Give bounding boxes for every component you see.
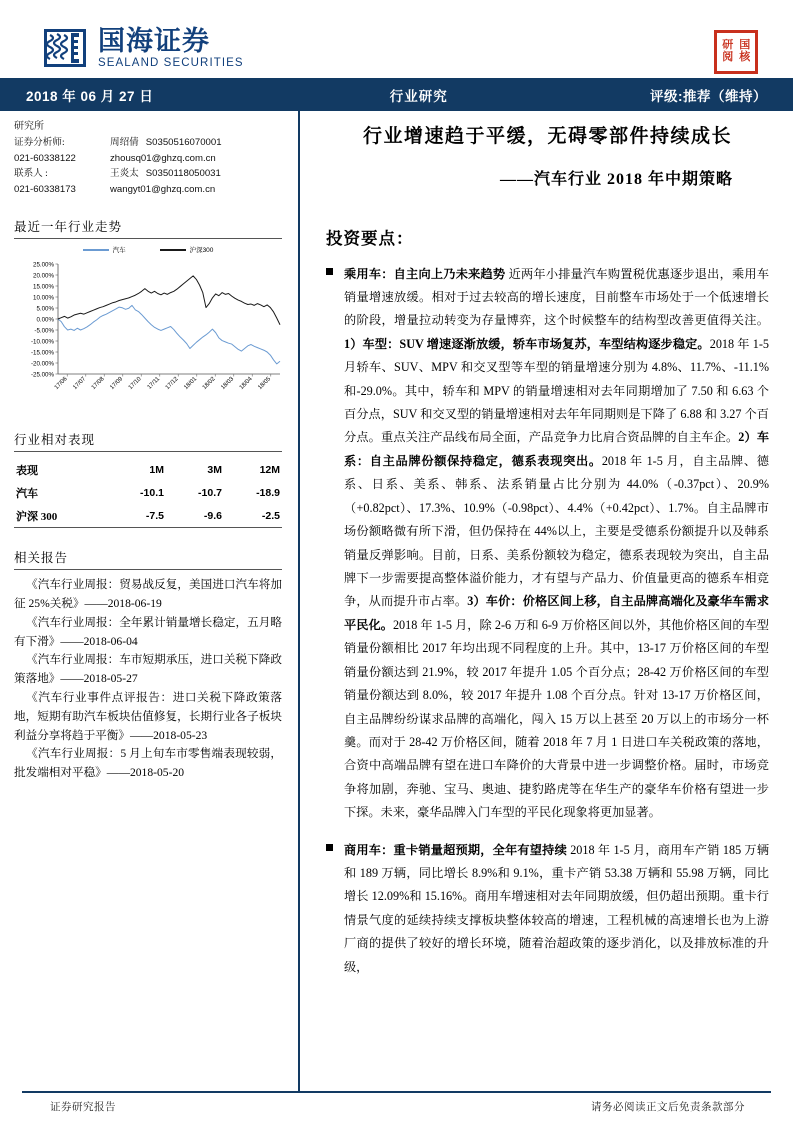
bullet-lead: 乘用车：自主向上乃未来趋势 bbox=[344, 266, 506, 281]
analyst-info bbox=[14, 117, 282, 197]
svg-text:18/01: 18/01 bbox=[183, 376, 199, 392]
svg-text:17/10: 17/10 bbox=[127, 376, 143, 392]
header-bar bbox=[0, 78, 793, 111]
analyst-cert: S0350516070001 bbox=[145, 137, 222, 149]
legend-item-auto bbox=[83, 245, 126, 254]
cell-auto-1m: -10.1 bbox=[140, 486, 164, 499]
row-label-csi300: 沪深 300 bbox=[14, 504, 108, 528]
seal-char-1: 研 bbox=[722, 39, 733, 52]
list-item[interactable]: 《汽车行业周报：5 月上旬车市零售端表现较弱，批发端相对平稳》——2018-05-20 bbox=[14, 747, 282, 780]
analyst-row bbox=[14, 135, 282, 151]
company-logo bbox=[42, 27, 244, 69]
legend-swatch-csi300 bbox=[160, 249, 186, 251]
department-label: 研究所 bbox=[14, 121, 44, 132]
svg-text:-15.00%: -15.00% bbox=[30, 349, 54, 357]
trend-section-title: 最近一年行业走势 bbox=[14, 220, 123, 235]
analyst-name: 周绍倩 bbox=[110, 137, 139, 149]
contact-label: 联系人 : bbox=[14, 168, 48, 180]
sub-text-1: 2018 年 1-5 月轿车、SUV、MPV 和交叉型等车型的销量增速分别为 4.8%、11.7%、-11.1%和-29.0%。其中，轿车和 MPV 的销量增速相对去年同期增加了 7.50 和 6.63 个百分点，SUV 和交叉型的销量增速相对去年年同期则是下降了 6.88 和 3.27 个百分点。重点关注产品线布局全面，产品竞争力比肩合资品牌的自主车企。 bbox=[344, 336, 769, 445]
svg-text:17/09: 17/09 bbox=[109, 376, 125, 392]
bullet-text-passenger-vehicle bbox=[344, 263, 769, 825]
footer-right-label: 请务必阅读正文后免责条款部分 bbox=[591, 1102, 745, 1113]
relative-performance-table bbox=[14, 458, 282, 528]
list-item[interactable]: 《汽车行业事件点评报告：进口关税下降政策落地，短期有助汽车板块估值修复，长期行业各子板块利益分享将趋于平衡》——2018-05-23 bbox=[14, 691, 282, 742]
related-reports-list bbox=[14, 576, 282, 783]
bullet-text: 2018 年 1-5 月，商用车产销 185 万辆和 189 万辆，同比增长 8.9%和 9.1%，重卡产销 53.38 万辆和 55.98 万辆，同比增长 12.09%和 15.16%。商用车增速相对去年同期放缓，但仍超出预期。重卡行情景气度的延续持续支撑板块整体较高的增速，工程机械的高速增长也为上游厂商的提供了较好的增长环境，随着治超政策的逐步消化，以及排放标准的升级， bbox=[344, 842, 770, 974]
svg-text:-25.00%: -25.00% bbox=[30, 371, 54, 379]
bullet-square-icon bbox=[326, 263, 344, 825]
cell-csi300-3m: -9.6 bbox=[166, 504, 224, 528]
svg-text:18/03: 18/03 bbox=[220, 376, 236, 392]
seal-char-4: 核 bbox=[739, 51, 750, 63]
main-column bbox=[300, 111, 793, 1091]
col-header-3m: 3M bbox=[207, 463, 222, 476]
sealand-logo-icon bbox=[42, 27, 88, 69]
sub-lead-1: 1）车型：SUV 增速逐渐放缓，轿车市场复苏，车型结构逐步稳定。 bbox=[344, 336, 710, 351]
list-item bbox=[326, 263, 769, 825]
svg-text:17/12: 17/12 bbox=[164, 376, 180, 392]
trend-chart-svg bbox=[14, 258, 286, 410]
sub-lead-2: 2）车系：自主品牌份额保持稳定，德系表现突出。 bbox=[344, 430, 770, 468]
seal-char-3: 阅 bbox=[722, 51, 733, 63]
seal-char-2: 国 bbox=[739, 39, 750, 52]
rating-badge: 评级:推荐（维持） bbox=[649, 88, 767, 104]
svg-text:15.00%: 15.00% bbox=[33, 283, 54, 291]
col-header-metric: 表现 bbox=[16, 464, 38, 477]
svg-text:10.00%: 10.00% bbox=[33, 294, 54, 302]
list-item[interactable]: 《汽车行业周报：车市短期承压，进口关税下降政策落地》——2018-05-27 bbox=[14, 653, 282, 686]
performance-section-title: 行业相对表现 bbox=[14, 433, 96, 448]
logo-text-cn: 国海证券 bbox=[98, 25, 210, 56]
industry-trend-chart bbox=[14, 258, 286, 410]
masthead bbox=[0, 0, 793, 78]
footer-left-label: 证券研究报告 bbox=[50, 1102, 116, 1113]
contact-phone: 021-60338173 bbox=[14, 183, 76, 195]
analyst-phone: 021-60338122 bbox=[14, 152, 76, 164]
bullet-square-icon bbox=[326, 839, 344, 980]
svg-text:17/08: 17/08 bbox=[90, 376, 106, 392]
cell-csi300-1m: -7.5 bbox=[108, 504, 166, 528]
logo-text-en: SEALAND SECURITIES bbox=[98, 56, 244, 69]
table-row bbox=[14, 481, 282, 504]
legend-label-csi300: 沪深300 bbox=[189, 247, 214, 255]
verification-seal-icon bbox=[714, 30, 758, 74]
svg-text:17/07: 17/07 bbox=[72, 376, 88, 392]
svg-text:17/06: 17/06 bbox=[53, 376, 69, 392]
divider bbox=[14, 451, 282, 452]
contact-name: 王炎太 bbox=[110, 168, 139, 180]
svg-text:0.00%: 0.00% bbox=[36, 316, 54, 324]
svg-text:17/11: 17/11 bbox=[146, 376, 162, 392]
cell-auto-3m: -10.7 bbox=[198, 486, 222, 499]
bullet-text-commercial-vehicle bbox=[344, 839, 769, 980]
svg-text:25.00%: 25.00% bbox=[33, 261, 54, 269]
analyst-row bbox=[14, 182, 282, 198]
bullet-text: 近两年小排量汽车购置税优惠逐步退出，乘用车销量增速放缓。相对于过去较高的增长速度，目前整车市场处于一个低速增长的阶段，增量拉动转变为存量博弈，这个时候整车的结构型改善更值得关注。 bbox=[344, 266, 770, 328]
sub-text-3: 2018 年 1-5 月，除 2-6 万和 6-9 万价格区间以外，其他价格区间的车型销量份额相比 2017 年均出现不同程度的上升。其中，13-17 万价格区间的车型销量份额达到 21.9%，较 2017 年提升 1.05 个百分点；28-42 万价格区间的车型销量份额达到 8.0%，较 2017 年提升 1.08 个百分点。针对 13-17 万价格区间，自主品牌纷纷谋求品牌的高端化，闯入 15 万以上甚至 20 万以上的市场分一杯羹。而对于 28-42 万价格区间，随着 2018 年 7 月 1 日进口车关税政策的落地，合资中高端品牌有望在进口车降价的大背景中进一步调整价格。届时，市场竞争将加剧，奔驰、宝马、奥迪、捷豹路虎等在华生产的豪华车价格有望进一步下探。未来，豪华品牌入门车型的平民化现象将更加显著。 bbox=[344, 617, 769, 820]
col-header-12m: 12M bbox=[259, 463, 280, 476]
list-item[interactable]: 《汽车行业周报：全年累计销量增长稳定，五月略有下滑》——2018-06-04 bbox=[14, 615, 282, 648]
svg-text:18/04: 18/04 bbox=[238, 376, 254, 392]
page-title: 行业增速趋于平缓，无碍零部件持续成长 bbox=[362, 126, 732, 147]
legend-swatch-auto bbox=[83, 249, 109, 251]
sidebar bbox=[0, 111, 300, 1091]
sub-text-2: 2018 年 1-5 月，自主品牌、德系、日系、美系、韩系、法系销量占比分别为 44.0%（-0.37pct）、20.9%（+0.82pct）、17.3%、10.9%（-0.98pct）、4.4%（+0.42pct）、1.7%。自主品牌市场份额略微有所下滑，但仍保持在 44%以上，主要是受德系份额提升以及韩系销量反弹影响。目前，日系、美系份额较为稳定，德系表现较为突出，自主品牌下一步需要提高整体溢价能力，才有望与产品力、价值量更高的德系车相竞争，从而提升市占率。 bbox=[344, 453, 769, 609]
legend-item-csi300 bbox=[160, 245, 214, 254]
page-footer bbox=[0, 1093, 793, 1114]
divider bbox=[14, 238, 282, 239]
bullet-lead: 商用车：重卡销量超预期，全年有望持续 bbox=[344, 842, 567, 857]
analyst-label: 证券分析师: bbox=[14, 137, 65, 149]
col-header-1m: 1M bbox=[149, 463, 164, 476]
svg-text:-5.00%: -5.00% bbox=[34, 327, 54, 335]
table-header-row bbox=[14, 458, 282, 481]
table-row bbox=[14, 504, 282, 528]
report-category: 行业研究 bbox=[389, 88, 448, 104]
sub-lead-3: 3）车价：价格区间上移，自主品牌高端化及豪华车需求平民化。 bbox=[344, 594, 770, 632]
contact-cert: S0350118050031 bbox=[145, 168, 221, 180]
row-label-auto: 汽车 bbox=[16, 487, 38, 500]
investment-points-heading: 投资要点： bbox=[326, 228, 414, 248]
cell-auto-12m: -18.9 bbox=[256, 486, 280, 499]
cell-csi300-12m: -2.5 bbox=[224, 504, 282, 528]
list-item bbox=[326, 839, 769, 980]
content-area bbox=[0, 111, 793, 1091]
chart-legend bbox=[14, 245, 282, 254]
svg-text:18/02: 18/02 bbox=[201, 376, 217, 392]
page-subtitle: ——汽车行业 2018 年中期策略 bbox=[499, 170, 733, 188]
svg-text:18/05: 18/05 bbox=[257, 376, 273, 392]
contact-email[interactable]: wangyt01@ghzq.com.cn bbox=[110, 183, 216, 195]
svg-text:-10.00%: -10.00% bbox=[30, 338, 54, 346]
report-date: 2018 年 06 月 27 日 bbox=[26, 88, 154, 104]
svg-text:5.00%: 5.00% bbox=[36, 305, 54, 313]
list-item[interactable]: 《汽车行业周报：贸易战反复，美国进口汽车将加征 25%关税》——2018-06-19 bbox=[14, 578, 282, 611]
svg-text:-20.00%: -20.00% bbox=[30, 360, 54, 368]
analyst-email[interactable]: zhousq01@ghzq.com.cn bbox=[110, 152, 216, 164]
legend-label-auto: 汽车 bbox=[112, 247, 126, 255]
analyst-row bbox=[14, 166, 282, 182]
svg-text:20.00%: 20.00% bbox=[33, 272, 54, 280]
analyst-row bbox=[14, 151, 282, 167]
related-reports-title: 相关报告 bbox=[14, 551, 69, 566]
divider bbox=[14, 569, 282, 570]
